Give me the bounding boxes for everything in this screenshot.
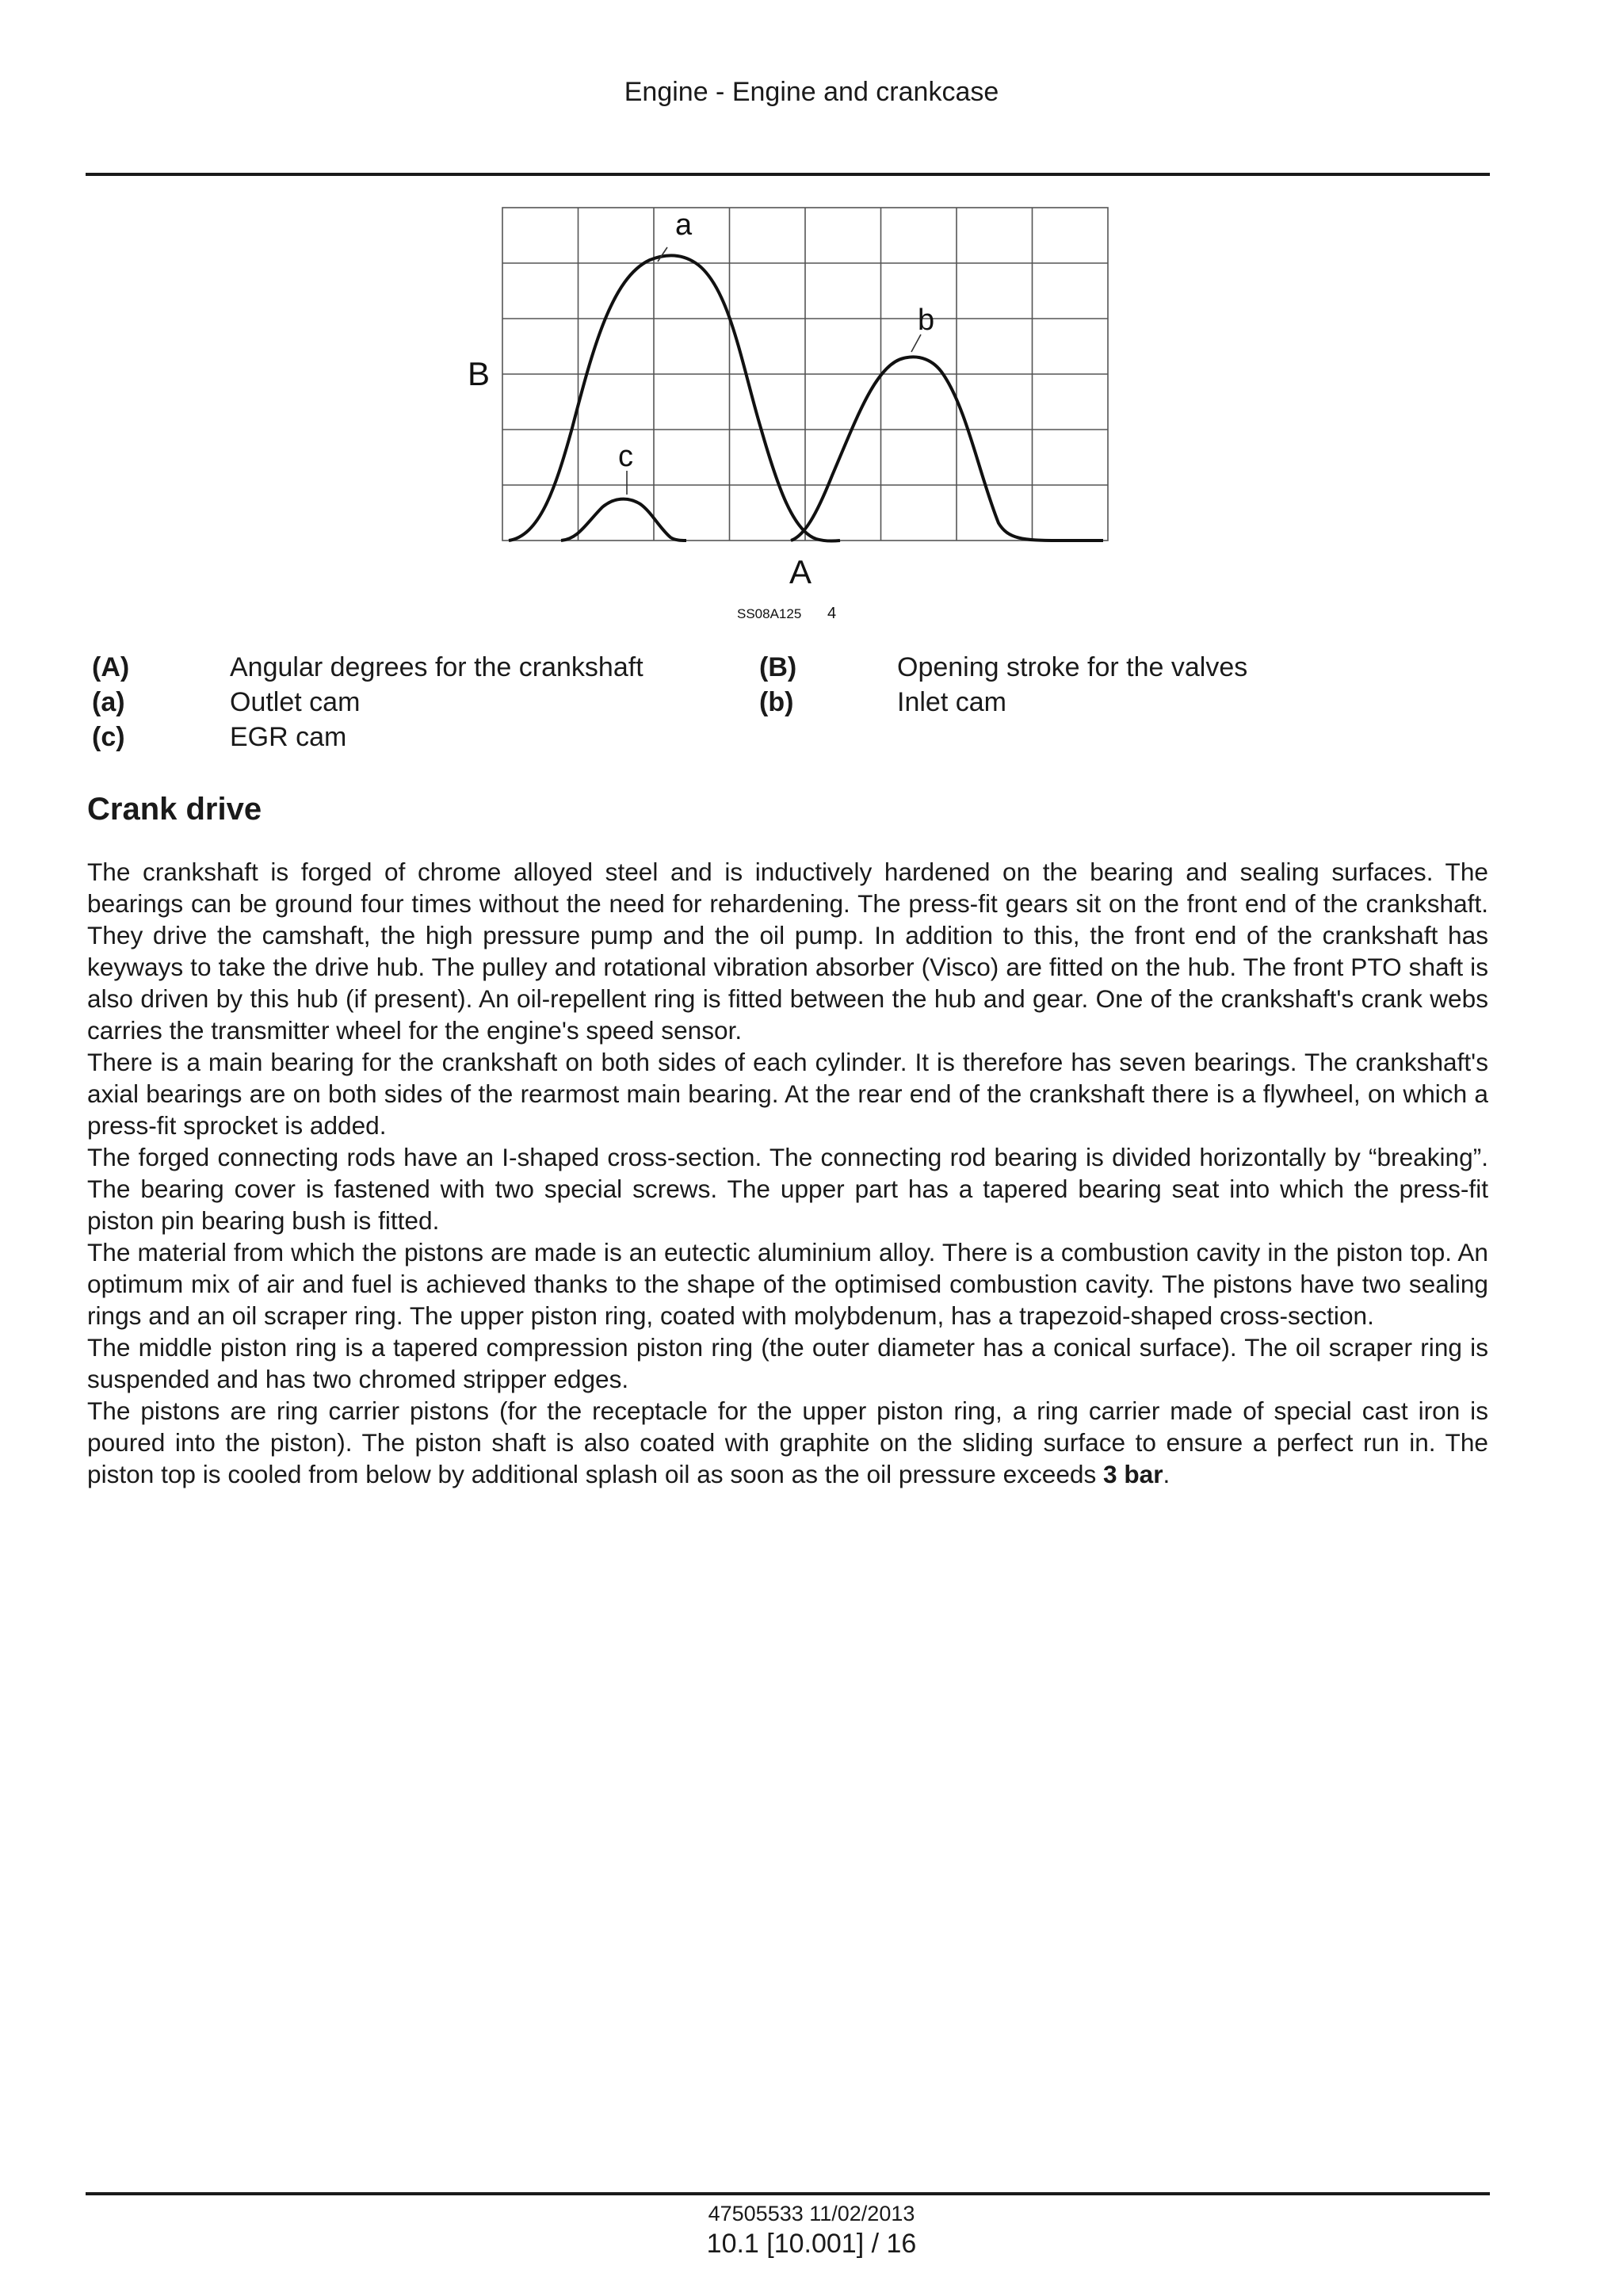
valve-lift-diagram — [444, 190, 1141, 634]
body-paragraph: The crankshaft is forged of chrome alloyed steel and is inductively hardened on the bearing and sealing surfaces. The bearings can be ground four times without the need for rehardening. The press-fit gears sit on the front end of the crankshaft. They drive the camshaft, the high pressure pump and the oil pump. In addition to this, the front end of the crankshaft has keyways to take the drive hub. The pulley and rotational vibration absorber (Visco) are fitted on the hub. The front PTO shaft is also driven by this hub (if present). An oil-repellent ring is fitted between the hub and gear. One of the crankshaft's crank webs carries the transmitter wheel for the engine's speed sensor. — [87, 858, 1488, 1045]
legend-value: EGR cam — [230, 722, 347, 752]
outlet-cam-curve — [509, 255, 840, 541]
axis-label-B: B — [468, 355, 491, 392]
legend-key: (B) — [759, 652, 797, 682]
egr-cam-curve — [561, 499, 686, 541]
legend-key: (a) — [92, 687, 125, 717]
legend-key: (c) — [92, 722, 125, 752]
legend-value: Outlet cam — [230, 687, 361, 717]
header-rule — [86, 173, 1490, 176]
section-body — [87, 856, 1488, 1490]
label-c: c — [618, 440, 633, 473]
legend-row — [92, 685, 1487, 720]
page-header: Engine - Engine and crankcase — [624, 77, 999, 107]
legend-row — [92, 650, 1487, 685]
figure-code: SS08A125 — [737, 606, 802, 621]
legend-value: Opening stroke for the valves — [897, 652, 1248, 682]
legend-value: Angular degrees for the crankshaft — [230, 652, 643, 682]
body-paragraph-last — [87, 1395, 1488, 1490]
pressure-value: 3 bar — [1103, 1460, 1163, 1488]
body-text-run: The pistons are ring carrier pistons (for the receptacle for the upper piston ring, a ring carrier made of special cast iron is poured into the piston). The piston shaft is also coated with graphite on the sliding surface to ensure a perfect run in. The piston top is cooled from below by additional splash oil as soon as the oil pressure exceeds — [87, 1396, 1488, 1488]
label-b-leader — [911, 334, 921, 352]
axis-label-A: A — [789, 553, 812, 590]
legend-row — [92, 720, 1487, 755]
legend-value — [897, 720, 1426, 755]
body-paragraph: The middle piston ring is a tapered compression piston ring (the outer diameter has a conical surface). The oil scraper ring is suspended and has two chromed stripper edges. — [87, 1333, 1488, 1393]
section-title: Crank drive — [87, 792, 262, 827]
figure-legend — [92, 650, 1487, 755]
page-reference: 10.1 [10.001] / 16 — [706, 2229, 917, 2259]
inlet-cam-curve — [791, 357, 1103, 541]
figure-number: 4 — [827, 605, 837, 622]
body-text-run: . — [1163, 1460, 1170, 1488]
footer-rule — [86, 2192, 1490, 2195]
diagram-grid — [502, 208, 1108, 541]
legend-key: (b) — [759, 687, 794, 717]
legend-key — [759, 720, 897, 755]
body-paragraph: The material from which the pistons are made is an eutectic aluminium alloy. There is a combustion cavity in the piston top. An optimum mix of air and fuel is achieved thanks to the shape of the optimised combustion cavity. The pistons have two sealing rings and an oil scraper ring. The upper piston ring, coated with molybdenum, has a trapezoid-shaped cross-section. — [87, 1238, 1488, 1330]
body-paragraph: The forged connecting rods have an I-shaped cross-section. The connecting rod bearing is divided horizontally by “breaking”. The bearing cover is fastened with two special screws. The upper part has a tapered bearing seat into which the press-fit piston pin bearing bush is fitted. — [87, 1143, 1488, 1235]
label-b: b — [918, 304, 935, 337]
legend-key: (A) — [92, 652, 130, 682]
document-reference: 47505533 11/02/2013 — [708, 2202, 915, 2225]
body-paragraph: There is a main bearing for the crankshaft on both sides of each cylinder. It is therefore has seven bearings. The crankshaft's axial bearings are on both sides of the rearmost main bearing. At the rear end of the crankshaft there is a flywheel, on which a press-fit sprocket is added. — [87, 1048, 1488, 1140]
label-a: a — [675, 208, 693, 242]
legend-value: Inlet cam — [897, 687, 1006, 717]
